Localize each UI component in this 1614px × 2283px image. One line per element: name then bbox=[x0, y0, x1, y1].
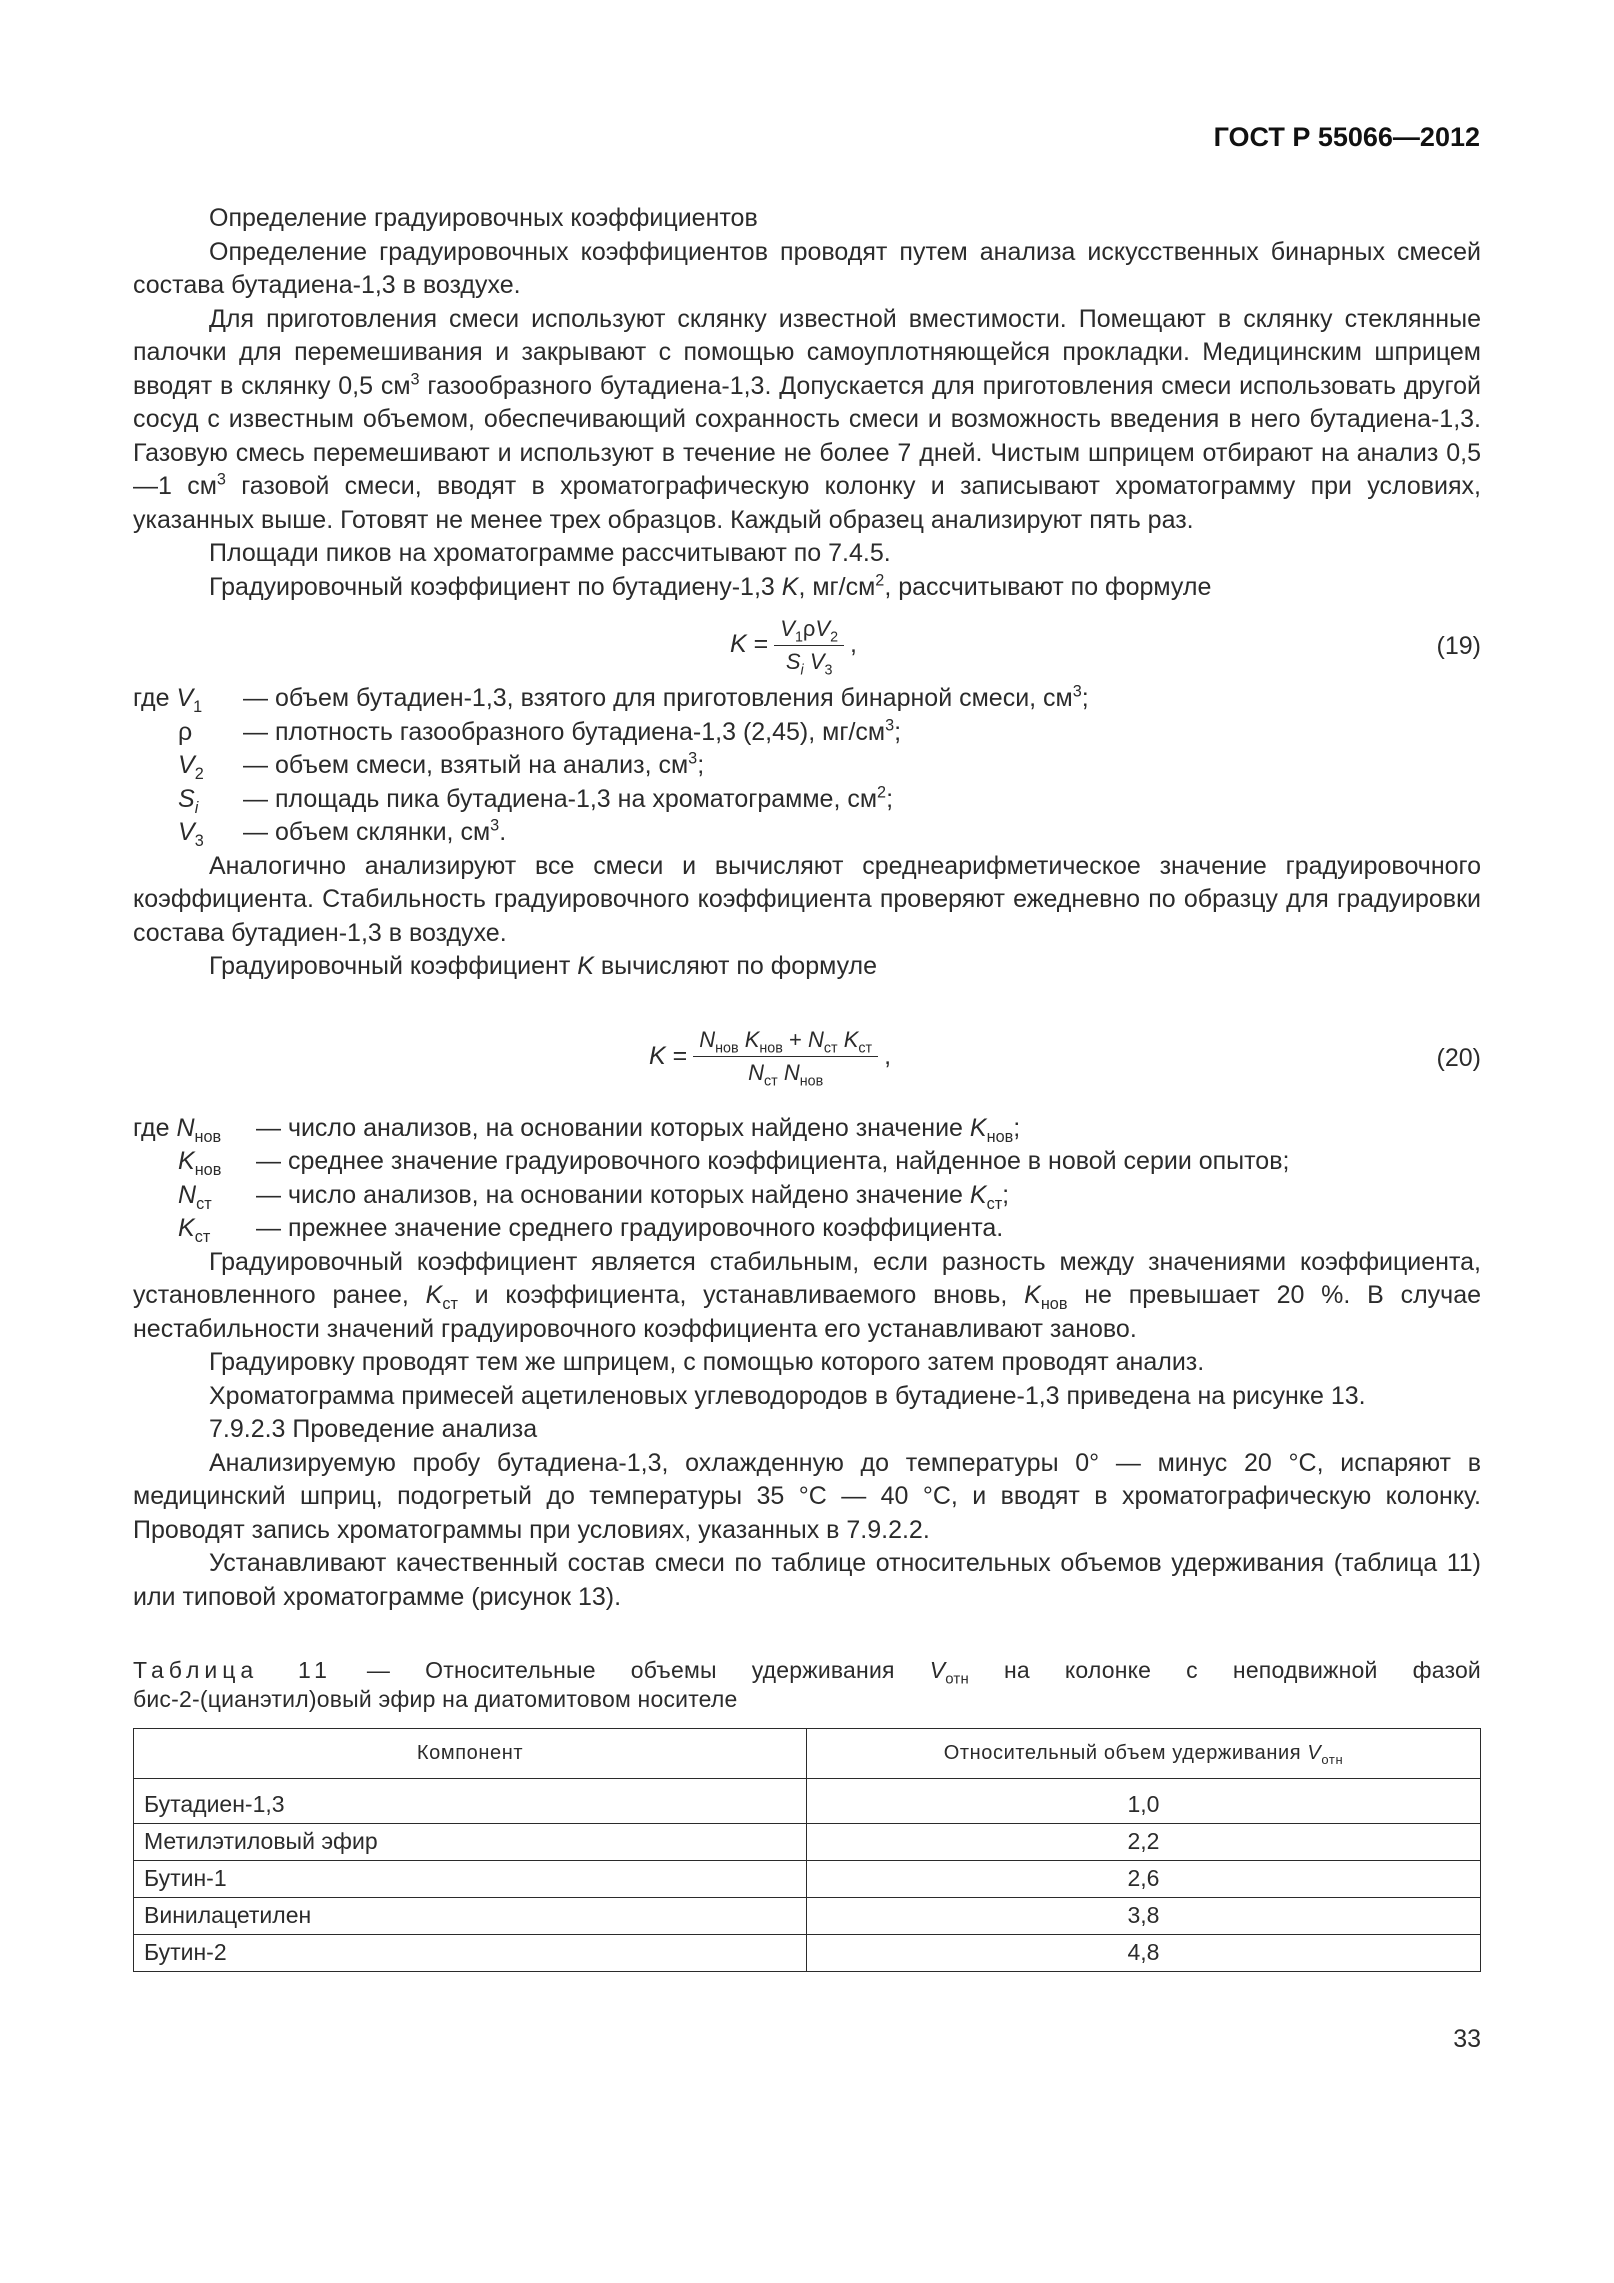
page-number: 33 bbox=[1453, 2025, 1481, 2053]
definition-item: ρ — плотность газообразного бутадиена-1,3 (2,45), $мг/см^3$; bbox=[178, 716, 902, 746]
component-cell: Бутин-2 bbox=[134, 1935, 807, 1972]
fraction: $\frac{N_{нов} K_{нов} + N_{ст} K_{ст}}{N_{ст} N_{нов}}$ bbox=[693, 1026, 878, 1087]
paragraph: Определение градуировочных коэффициентов bbox=[209, 204, 758, 232]
definition-item: $S_i$ — площадь пика бутадиена-1,3 на хроматограмме, $см^2$; bbox=[178, 783, 894, 817]
component-cell: Метилэтиловый эфир bbox=[134, 1824, 807, 1861]
paragraph: Устанавливают качественный состав смеси по таблице относительных объемов удерживания (таблица 11) или типовой хроматограмме (рисунок 13). bbox=[133, 1549, 1481, 1611]
paragraph: Определение градуировочных коэффициентов проводят путем анализа искусственных бинарных смесей состава бутадиена-1,3 в воздухе. bbox=[133, 237, 1481, 299]
definition-item: $N_{ст}$ — число анализов, на основании которых найдено значение $K_{ст}$; bbox=[178, 1180, 1010, 1213]
column-header: Компонент bbox=[134, 1729, 807, 1779]
formula-number: (19) bbox=[1436, 632, 1481, 660]
paragraph: Градуировку проводят тем же шприцем, с помощью которого затем проводят анализ. bbox=[209, 1348, 1205, 1376]
component-cell: Винилацетилен bbox=[134, 1898, 807, 1935]
formula-19: K = $\frac{V_1\rho V_2}{S_i V_3}$ , (19) bbox=[730, 615, 1481, 678]
formula-number: (20) bbox=[1436, 1043, 1481, 1072]
definition-item: $V_3$ — объем склянки, $см^3$. bbox=[178, 816, 507, 850]
paragraph: Площади пиков на хроматограмме рассчитывают по 7.4.5. bbox=[209, 539, 891, 567]
component-cell: Бутадиен-1,3 bbox=[134, 1779, 807, 1824]
definition-item: $V_2$ — объем смеси, взятый на анализ, $см^3$; bbox=[178, 749, 705, 783]
value-cell: 2,2 bbox=[807, 1824, 1481, 1861]
component-cell: Бутин-1 bbox=[134, 1861, 807, 1898]
table-header-row bbox=[134, 1729, 1481, 1779]
value-cell: 4,8 bbox=[807, 1935, 1481, 1972]
value-cell: 1,0 bbox=[807, 1779, 1481, 1824]
paragraph: Градуировочный коэффициент является стабильным, если разность между значениями коэффициента, установленного ранее, $K_{ст}$ и коэффициента, устанавливаемого вновь, $K_{нов}$ не превышает 20 %. В случае нестабильности значений градуировочного коэффициента его устанавливают заново. bbox=[133, 1247, 1482, 1343]
table-row bbox=[134, 1824, 1481, 1861]
paragraph: Градуировочный коэффициент K вычисляют по формуле bbox=[209, 952, 878, 980]
formula-20: K = $\frac{N_{нов} K_{нов} + N_{ст} K_{ст}}{N_{ст} N_{нов}}$ , (20) bbox=[649, 1027, 1481, 1090]
value-cell: 3,8 bbox=[807, 1898, 1481, 1935]
table-row bbox=[134, 1935, 1481, 1972]
table-row bbox=[134, 1779, 1481, 1824]
document-id: ГОСТ Р 55066—2012 bbox=[1213, 122, 1480, 152]
document-body bbox=[133, 202, 1481, 1972]
paragraph: Анализируемую пробу бутадиена-1,3, охлажденную до температуры 0° — минус 20 °С, испаряют в медицинский шприц, подогретый до температуры 35 °С — 40 °С, и вводят в хроматографическую колонку. Проводят запись хроматограммы при условиях, указанных в 7.9.2.2. bbox=[133, 1448, 1481, 1544]
definition-item: где $N_{нов}$ — число анализов, на основании которых найдено значение $K_{нов}$; bbox=[133, 1113, 1021, 1146]
paragraph: Градуировочный коэффициент по бутадиену-1,3 K, $мг/см^2$, рассчитывают по формуле bbox=[209, 571, 1212, 601]
table-row bbox=[134, 1898, 1481, 1935]
section-heading: 7.9.2.3 Проведение анализа bbox=[209, 1415, 538, 1443]
fraction: $\frac{V_1\rho V_2}{S_i V_3}$ bbox=[774, 615, 844, 676]
value-cell: 2,6 bbox=[807, 1861, 1481, 1898]
column-header: Относительный объем удерживания $V_{отн}$ bbox=[807, 1729, 1481, 1779]
definition-item: где $V_1$ — объем бутадиен-1,3, взятого для приготовления бинарной смеси, $см^3$; bbox=[133, 682, 1089, 716]
table-row bbox=[134, 1861, 1481, 1898]
paragraph: Аналогично анализируют все смеси и вычисляют среднеарифметическое значение градуировочного коэффициента. Стабильность градуировочного коэффициента проверяют ежедневно по образцу для градуировки состава бутадиен-1,3 в воздухе. bbox=[133, 851, 1481, 947]
paragraph: Хроматограмма примесей ацетиленовых углеводородов в бутадиене-1,3 приведена на рисунке 13. bbox=[209, 1381, 1366, 1410]
definition-item: $K_{ст}$ — прежнее значение среднего градуировочного коэффициента. bbox=[178, 1214, 1004, 1246]
paragraph: Для приготовления смеси используют склянку известной вместимости. Помещают в склянку стеклянные палочки для перемешивания и закрывают с помощью самоуплотняющейся прокладки. Медицинским шприцем вводят в склянку 0,5 $см^3$ газообразного бутадиена-1,3. Допускается для приготовления смеси использовать другой сосуд с известным объемом, обеспечивающий сохранность смеси и возможность введения в него бутадиена-1,3. Газовую смесь перемешивают и используют в течение не более 7 дней. Чистым шприцем отбирают на анализ 0,5—1 $см^3$ газовой смеси, вводят в хроматографическую колонку и записывают хроматограмму при условиях, указанных выше. Готовят не менее трех образцов. Каждый образец анализируют пять раз. bbox=[133, 304, 1481, 534]
retention-table bbox=[133, 1728, 1481, 1972]
table-caption: Таблица 11 — Относительные объемы удерживания $V_{отн}$ на колонке с неподвижной фазой бис-2-(цианэтил)овый эфир на диатомитовом носителе bbox=[133, 1657, 1481, 1712]
definition-item: $K_{нов}$ — среднее значение градуировочного коэффициента, найденное в новой серии опытов; bbox=[178, 1147, 1290, 1179]
